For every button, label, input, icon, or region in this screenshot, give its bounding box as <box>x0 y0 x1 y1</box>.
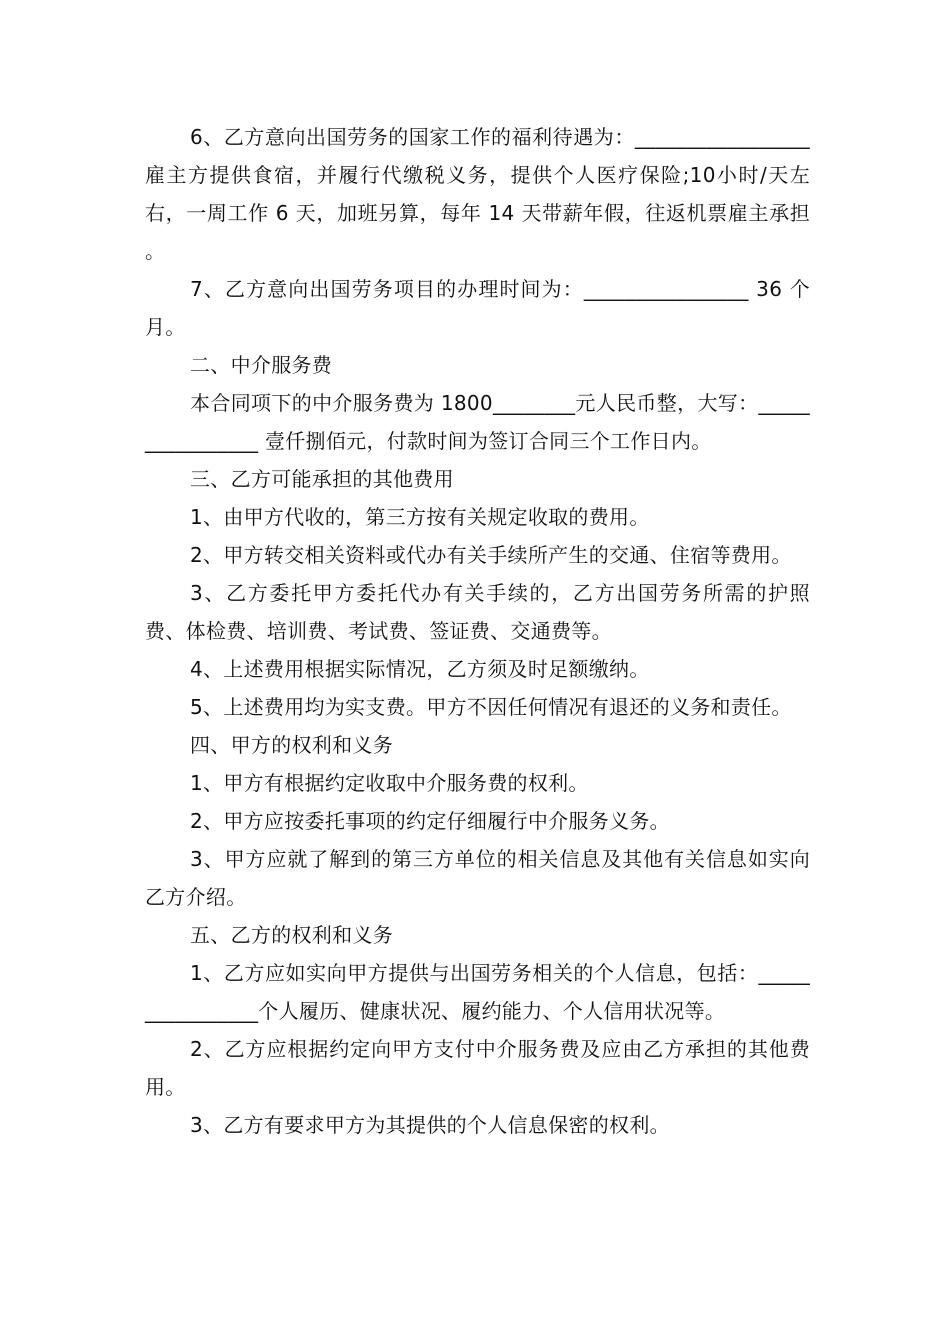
paragraph-other-fees-4: 4、上述费用根据实际情况，乙方须及时足额缴纳。 <box>190 657 650 681</box>
section-heading-party-a-rights: 四、甲方的权利和义务 <box>190 733 393 757</box>
paragraph-party-b-2: 2、乙方应根据约定向甲方支付中介服务费及应由乙方承担的其他费用。 <box>145 1037 810 1099</box>
paragraph-service-fee-amount: 本合同项下的中介服务费为 1800________元人民币整，大写：________________ 壹仟捌佰元，付款时间为签订合同三个工作日内。 <box>145 391 810 453</box>
paragraph-other-fees-5: 5、上述费用均为实支费。甲方不因任何情况有退还的义务和责任。 <box>190 695 792 719</box>
paragraph-party-a-2: 2、甲方应按委托事项的约定仔细履行中介服务义务。 <box>190 809 670 833</box>
document-body <box>145 118 810 1144</box>
section-heading-party-b-rights: 五、乙方的权利和义务 <box>190 923 393 947</box>
paragraph-party-a-1: 1、甲方有根据约定收取中介服务费的权利。 <box>190 771 589 795</box>
section-heading-other-fees: 三、乙方可能承担的其他费用 <box>190 467 454 491</box>
paragraph-item-6-welfare: 6、乙方意向出国劳务的国家工作的福利待遇为：_________________ 雇主方提供食宿，并履行代缴税义务，提供个人医疗保险;10小时/天左右，一周工作 6 天，加班另算，每年 14 天带薪年假，往返机票雇主承担 。 <box>145 125 810 263</box>
paragraph-other-fees-2: 2、甲方转交相关资料或代办有关手续所产生的交通、住宿等费用。 <box>190 543 792 567</box>
paragraph-item-7-processing-time: 7、乙方意向出国劳务项目的办理时间为：________________ 36 个月。 <box>145 277 810 339</box>
paragraph-party-a-3: 3、甲方应就了解到的第三方单位的相关信息及其他有关信息如实向乙方介绍。 <box>145 847 810 909</box>
section-heading-service-fee: 二、中介服务费 <box>190 353 333 377</box>
paragraph-other-fees-3: 3、乙方委托甲方委托代办有关手续的，乙方出国劳务所需的护照费、体检费、培训费、考试费、签证费、交通费等。 <box>145 581 810 643</box>
paragraph-party-b-1: 1、乙方应如实向甲方提供与出国劳务相关的个人信息，包括：________________个人履历、健康状况、履约能力、个人信用状况等。 <box>145 961 810 1023</box>
paragraph-other-fees-1: 1、由甲方代收的，第三方按有关规定收取的费用。 <box>190 505 650 529</box>
paragraph-party-b-3: 3、乙方有要求甲方为其提供的个人信息保密的权利。 <box>190 1113 670 1137</box>
